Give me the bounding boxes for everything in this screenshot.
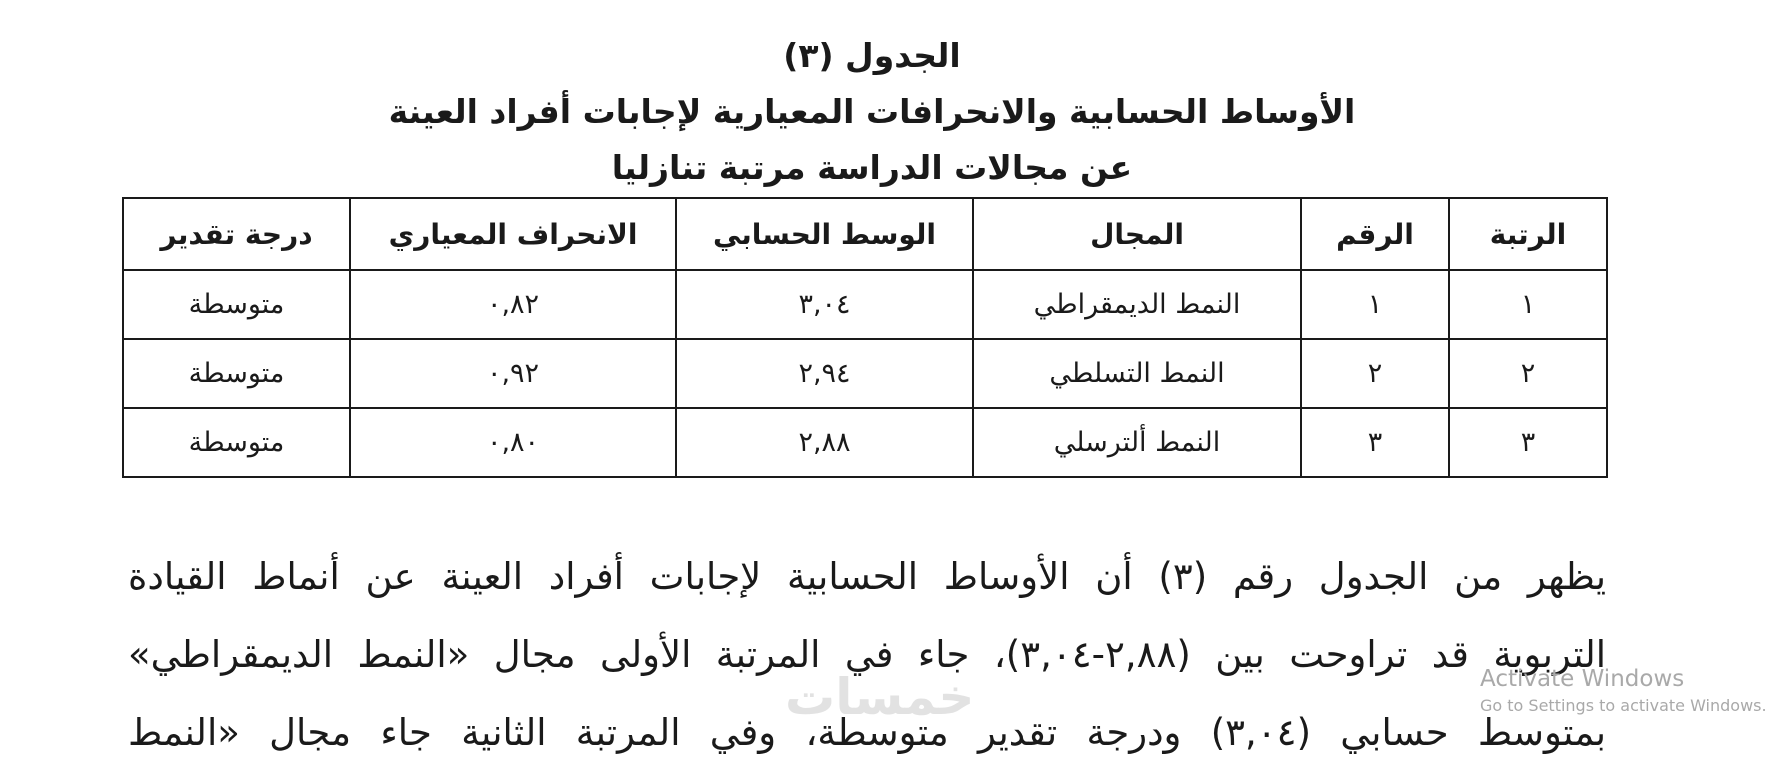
activation-title: Activate Windows [1480, 666, 1685, 692]
cell-number: ١ [1301, 270, 1449, 339]
khamsat-watermark: خمسات [785, 668, 975, 726]
results-table [122, 197, 1608, 478]
paragraph-line-3: بمتوسط حسابي (٣,٠٤) ودرجة تقدير متوسطة، وفي المرتبة الثانية جاء مجال «النمط [128, 711, 1607, 754]
cell-number: ٣ [1301, 408, 1449, 477]
activation-subtitle: Go to Settings to activate Windows. [1480, 696, 1767, 715]
cell-rank: ٢ [1449, 339, 1607, 408]
cell-mean: ٣,٠٤ [676, 270, 973, 339]
cell-rating: متوسطة [123, 270, 350, 339]
table-label: الجدول (٣) [783, 36, 961, 75]
table-row [123, 339, 1607, 408]
cell-rating: متوسطة [123, 408, 350, 477]
cell-mean: ٢,٨٨ [676, 408, 973, 477]
cell-domain: النمط الديمقراطي [973, 270, 1301, 339]
cell-mean: ٢,٩٤ [676, 339, 973, 408]
header-domain: المجال [973, 198, 1301, 270]
table-title-line-1: الأوساط الحسابية والانحرافات المعيارية لإجابات أفراد العينة [388, 92, 1356, 131]
cell-rank: ١ [1449, 270, 1607, 339]
cell-number: ٢ [1301, 339, 1449, 408]
header-rank: الرتبة [1449, 198, 1607, 270]
cell-rank: ٣ [1449, 408, 1607, 477]
cell-rating: متوسطة [123, 339, 350, 408]
cell-std-dev: ٠,٩٢ [350, 339, 676, 408]
cell-std-dev: ٠,٨٢ [350, 270, 676, 339]
cell-std-dev: ٠,٨٠ [350, 408, 676, 477]
header-number: الرقم [1301, 198, 1449, 270]
header-std-dev: الانحراف المعياري [350, 198, 676, 270]
cell-domain: النمط ألترسلي [973, 408, 1301, 477]
windows-activation-notice [1480, 664, 1767, 718]
header-mean: الوسط الحسابي [676, 198, 973, 270]
table-header-row [123, 198, 1607, 270]
cell-domain: النمط التسلطي [973, 339, 1301, 408]
table-title-line-2: عن مجالات الدراسة مرتبة تنازليا [611, 148, 1133, 187]
paragraph-line-2: التربوية قد تراوحت بين (٢,٨٨-٣,٠٤)، جاء في المرتبة الأولى مجال «النمط الديمقراطي» [128, 633, 1606, 676]
table-heading [0, 28, 1744, 196]
paragraph-line-1: يظهر من الجدول رقم (٣) أن الأوساط الحسابية لإجابات أفراد العينة عن أنماط القيادة [128, 555, 1606, 598]
header-rating: درجة تقدير [123, 198, 350, 270]
table-row [123, 408, 1607, 477]
body-paragraph [128, 538, 1606, 772]
table-row [123, 270, 1607, 339]
